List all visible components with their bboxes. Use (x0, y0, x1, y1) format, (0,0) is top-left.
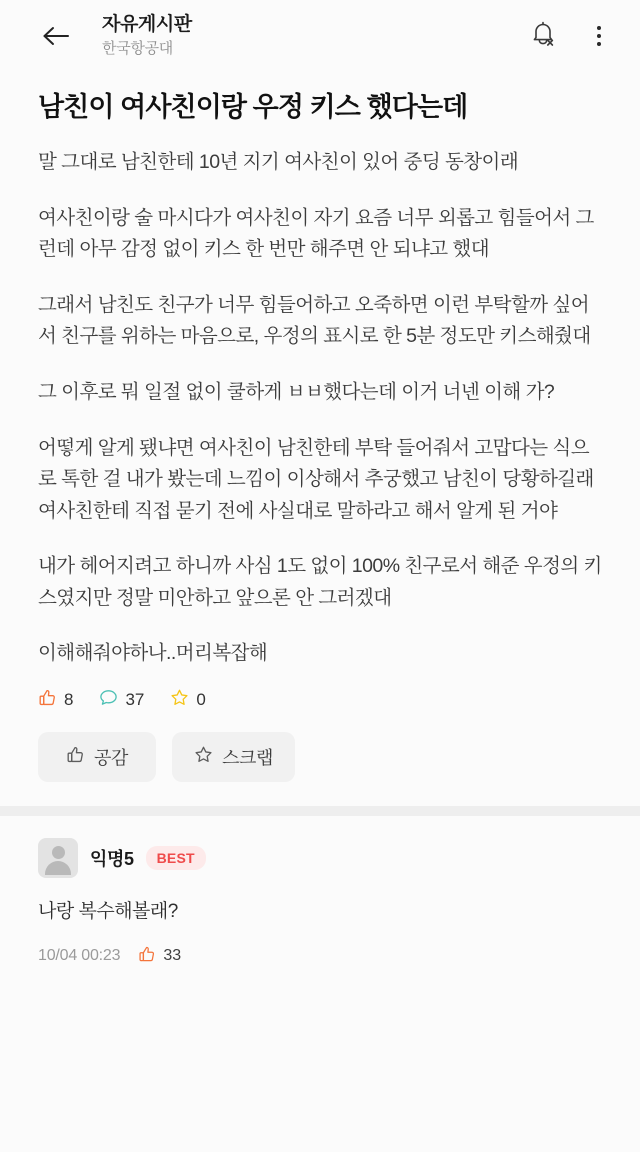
best-badge: BEST (146, 846, 206, 870)
avatar (38, 838, 78, 878)
post-paragraph: 그 이후로 뭐 일절 없이 쿨하게 ㅂㅂ했다는데 이거 너넨 이해 가? (38, 380, 555, 403)
app-bar (0, 0, 640, 72)
comment-like-button[interactable] (138, 945, 181, 968)
comment-count-item[interactable] (99, 688, 144, 712)
post-action-buttons (0, 712, 640, 806)
thumbs-up-icon (138, 945, 156, 968)
star-icon (170, 688, 189, 712)
board-subtitle: 한국항공대 (102, 40, 173, 58)
arrow-left-icon (41, 24, 71, 48)
comment-like-count: 33 (163, 947, 182, 965)
app-bar-actions (524, 17, 618, 55)
bell-off-icon (530, 20, 556, 52)
back-button[interactable] (36, 16, 76, 56)
comment-header (38, 838, 602, 878)
notification-off-button[interactable] (524, 17, 562, 55)
kebab-menu-icon (597, 26, 601, 46)
comment-list (0, 816, 640, 968)
like-button-label: 공감 (94, 748, 128, 769)
section-divider (0, 806, 640, 816)
comment-count: 37 (125, 690, 145, 710)
post-body (38, 147, 602, 670)
like-count: 8 (64, 690, 74, 710)
scrap-count: 0 (196, 690, 206, 710)
post-content-scroll[interactable] (0, 72, 640, 1152)
board-title: 자유게시판 (102, 14, 192, 36)
post-stats (0, 670, 640, 712)
like-count-item[interactable] (38, 688, 73, 712)
scrap-button-label: 스크랩 (222, 748, 273, 769)
like-button[interactable] (38, 732, 156, 782)
user-avatar-icon (38, 838, 78, 878)
board-titles (102, 13, 524, 58)
post-paragraph: 어떻게 알게 됐냐면 여사친이 남친한테 부탁 들어줘서 고맙다는 식으로 톡한 걸 내가 봤는데 느낌이 이상해서 추궁했고 남친이 당황하길래 여사친한테 직접 묻기 전에 사실대로 말하라고 해서 알게 된 거야 (38, 436, 599, 522)
post-paragraph: 여사친이랑 술 마시다가 여사친이 자기 요즘 너무 외롭고 힘들어서 그런데 아무 감정 없이 키스 한 번만 해주면 안 되냐고 했대 (38, 206, 594, 261)
post-paragraph: 내가 헤어지려고 하니까 사심 1도 없이 100% 친구로서 해준 우정의 키스였지만 정말 미안하고 앞으론 안 그러겠대 (38, 555, 602, 609)
scrap-button[interactable] (172, 732, 295, 782)
comment-timestamp: 10/04 00:23 (38, 947, 121, 965)
comment-author: 익명5 (90, 849, 134, 870)
thumbs-up-icon (38, 688, 57, 712)
more-options-button[interactable] (580, 17, 618, 55)
comment-text: 나랑 복수해볼래? (38, 901, 178, 923)
speech-bubble-icon (99, 688, 118, 712)
post (0, 72, 640, 670)
scrap-count-item[interactable] (170, 688, 205, 712)
post-paragraph: 이해해줘야하나..머리복잡해 (38, 642, 268, 665)
post-paragraph: 말 그대로 남친한테 10년 지기 여사친이 있어 중딩 동창이래 (38, 151, 519, 174)
thumbs-up-icon (66, 745, 85, 769)
post-paragraph: 그래서 남친도 친구가 너무 힘들어하고 오죽하면 이런 부탁할까 싶어서 친구를 위하는 마음으로, 우정의 표시로 한 5분 정도만 키스해줬대 (38, 293, 591, 348)
star-icon (194, 745, 213, 769)
comment-item[interactable] (38, 838, 602, 968)
post-title: 남친이 여사친이랑 우정 키스 했다는데 (38, 92, 468, 122)
comment-meta (38, 945, 602, 968)
